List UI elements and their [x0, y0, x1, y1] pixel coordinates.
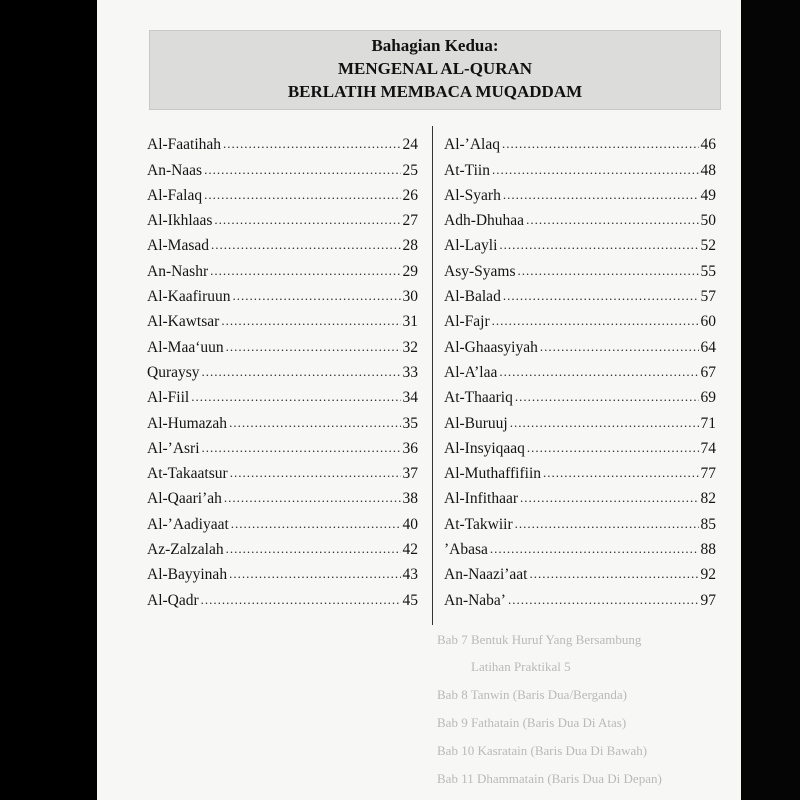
toc-entry-name: Al-Ikhlaas — [147, 212, 213, 230]
toc-entry — [147, 458, 418, 483]
toc-entry-name: Al-Faatihah — [147, 136, 222, 154]
toc-entry-name: Al-Insyiqaaq — [444, 439, 525, 457]
section-label: Bahagian Kedua: — [371, 36, 499, 55]
toc-entry — [444, 433, 716, 458]
toc-leader-dots — [503, 288, 699, 304]
toc-entry-page: 27 — [402, 212, 418, 230]
bleed-text: Bab 11 Dhammatain (Baris Dua Di Depan) — [437, 771, 662, 786]
toc-entry — [444, 458, 716, 483]
toc-entry-name: Al-Masad — [147, 237, 209, 255]
toc-entry-page: 35 — [402, 414, 418, 432]
toc-entry — [444, 559, 716, 584]
toc-entry-name: An-Naba’ — [444, 591, 506, 609]
toc-leader-dots — [526, 212, 698, 228]
toc-entry-page: 52 — [700, 237, 716, 255]
toc-entry-name: Al-Kawtsar — [147, 313, 220, 331]
toc-entry — [444, 331, 716, 356]
toc-leader-dots — [517, 263, 698, 279]
bleed-text: Bab 7 Bentuk Huruf Yang Bersambung — [437, 632, 642, 647]
toc-entry-page: 42 — [402, 541, 418, 559]
toc-entry-page: 48 — [700, 161, 716, 179]
toc-entry-name: Al-Bayyinah — [147, 566, 228, 584]
toc-entry — [444, 180, 716, 205]
toc-entry-name: ’Abasa — [444, 541, 488, 559]
toc-leader-dots — [499, 237, 698, 253]
toc-entry — [147, 306, 418, 331]
toc-entry — [147, 129, 418, 154]
toc-entry-name: An-Naas — [147, 161, 203, 179]
document-page — [97, 0, 741, 800]
bleed-text: Bab 8 Tanwin (Baris Dua/Berganda) — [437, 687, 627, 702]
toc-entry-name: Al-Fajr — [444, 313, 490, 331]
toc-entry-name: At-Tiin — [444, 161, 490, 179]
toc-leader-dots — [520, 490, 698, 506]
toc-leader-dots — [503, 187, 699, 203]
toc-entry — [444, 483, 716, 508]
toc-entry-name: At-Thaariq — [444, 389, 513, 407]
toc-entry-name: At-Takwiir — [444, 515, 513, 533]
toc-entry-name: Al-Kaafiruun — [147, 288, 231, 306]
toc-entry-name: Al-Qadr — [147, 591, 199, 609]
toc-entry-page: 29 — [402, 262, 418, 280]
toc-leader-dots — [204, 162, 400, 178]
toc-entry-page: 40 — [402, 515, 418, 533]
toc-leader-dots — [201, 592, 401, 608]
toc-entry-page: 71 — [700, 414, 716, 432]
toc-entry-page: 55 — [700, 262, 716, 280]
toc-entry-page: 26 — [402, 186, 418, 204]
toc-entry-name: Al-Falaq — [147, 186, 203, 204]
toc-leader-dots — [540, 339, 699, 355]
toc-entry-page: 85 — [700, 515, 716, 533]
toc-entry-page: 88 — [700, 541, 716, 559]
toc-leader-dots — [230, 465, 401, 481]
toc-entry-page: 64 — [700, 338, 716, 356]
toc-entry-page: 60 — [700, 313, 716, 331]
toc-leader-dots — [499, 364, 698, 380]
toc-entry — [147, 357, 418, 382]
toc-entry-name: Adh-Dhuhaa — [444, 212, 525, 230]
toc-entry-page: 24 — [402, 136, 418, 154]
toc-entry — [444, 129, 716, 154]
toc-entry — [147, 281, 418, 306]
toc-leader-dots — [515, 389, 699, 405]
toc-entry-page: 46 — [700, 136, 716, 154]
section-title: MENGENAL AL-QURAN — [337, 59, 533, 78]
toc-leader-dots — [229, 415, 400, 431]
toc-entry — [444, 281, 716, 306]
toc-entry-page: 30 — [402, 288, 418, 306]
toc-entry-page: 34 — [402, 389, 418, 407]
toc-entry-name: Al-’Aadiyaat — [147, 515, 229, 533]
toc-entry — [147, 559, 418, 584]
toc-entry-name: Asy-Syams — [444, 262, 516, 280]
toc-entry — [147, 483, 418, 508]
toc-entry-name: Al-Fiil — [147, 389, 190, 407]
toc-entry-page: 57 — [700, 288, 716, 306]
toc-leader-dots — [214, 212, 400, 228]
toc-entry-page: 33 — [402, 363, 418, 381]
toc-leader-dots — [204, 187, 400, 203]
toc-entry — [444, 357, 716, 382]
toc-entry-name: An-Nashr — [147, 262, 209, 280]
toc-leader-dots — [211, 237, 401, 253]
toc-leader-dots — [529, 566, 698, 582]
toc-entry — [147, 508, 418, 533]
toc-entry — [147, 584, 418, 609]
toc-entry — [147, 154, 418, 179]
toc-entry — [147, 433, 418, 458]
toc-entry-page: 49 — [700, 186, 716, 204]
toc-leader-dots — [226, 541, 401, 557]
toc-entry — [444, 230, 716, 255]
toc-leader-dots — [233, 288, 401, 304]
toc-entry-name: Al-Infithaar — [444, 490, 519, 508]
toc-entry-name: Al-A’laa — [444, 363, 498, 381]
toc-entry-page: 37 — [402, 465, 418, 483]
toc-entry-name: An-Naazi’aat — [444, 566, 528, 584]
toc-entry-name: Al-Muthaffifiin — [444, 465, 542, 483]
toc-entry — [444, 584, 716, 609]
toc-leader-dots — [226, 339, 401, 355]
bleed-text: Latihan Praktikal 5 — [471, 659, 571, 674]
toc-leader-dots — [515, 516, 699, 532]
toc-leader-dots — [508, 592, 699, 608]
toc-leader-dots — [510, 415, 699, 431]
toc-entry — [147, 230, 418, 255]
toc-leader-dots — [202, 364, 401, 380]
toc-entry-name: Az-Zalzalah — [147, 541, 224, 559]
toc-entry-name: Al-Layli — [444, 237, 498, 255]
toc-leader-dots — [223, 136, 400, 152]
dark-background-edge — [741, 0, 800, 800]
toc-entry — [444, 205, 716, 230]
toc-entry — [147, 255, 418, 280]
toc-entry-page: 67 — [700, 363, 716, 381]
toc-leader-dots — [224, 490, 401, 506]
toc-leader-dots — [492, 313, 699, 329]
toc-entry-page: 69 — [700, 389, 716, 407]
toc-entry — [147, 205, 418, 230]
toc-entry — [444, 534, 716, 559]
toc-entry-page: 92 — [700, 566, 716, 584]
toc-entry-page: 77 — [700, 465, 716, 483]
toc-leader-dots — [527, 440, 699, 456]
toc-entry-name: Al-Qaari’ah — [147, 490, 222, 508]
toc-leader-dots — [502, 136, 699, 152]
toc-entry — [147, 180, 418, 205]
toc-leader-dots — [210, 263, 400, 279]
toc-entry-name: Al-Ghaasyiyah — [444, 338, 538, 356]
toc-entry-name: Al-Syarh — [444, 186, 501, 204]
toc-entry — [444, 508, 716, 533]
toc-leader-dots — [191, 389, 400, 405]
toc-leader-dots — [490, 541, 699, 557]
toc-entry — [147, 382, 418, 407]
toc-column-left — [147, 129, 418, 610]
toc-leader-dots — [492, 162, 699, 178]
column-divider — [432, 126, 433, 625]
toc-entry-page: 74 — [700, 439, 716, 457]
bleed-text: Bab 10 Kasratain (Baris Dua Di Bawah) — [437, 743, 648, 758]
toc-entry-name: Al-Humazah — [147, 414, 228, 432]
bleed-text: Bab 9 Fathatain (Baris Dua Di Atas) — [437, 715, 627, 730]
section-subtitle: BERLATIH MEMBACA MUQADDAM — [287, 82, 583, 101]
toc-entry — [444, 306, 716, 331]
toc-entry-page: 50 — [700, 212, 716, 230]
toc-entry — [147, 534, 418, 559]
toc-entry-page: 45 — [402, 591, 418, 609]
toc-entry-name: Al-’Alaq — [444, 136, 500, 154]
toc-entry — [444, 382, 716, 407]
toc-column-right — [444, 129, 716, 610]
toc-leader-dots — [543, 465, 698, 481]
toc-entry-page: 36 — [402, 439, 418, 457]
toc-entry-name: Al-Buruuj — [444, 414, 508, 432]
toc-entry-name: Al-Balad — [444, 288, 501, 306]
toc-leader-dots — [229, 566, 400, 582]
toc-entry-page: 28 — [402, 237, 418, 255]
section-header — [149, 30, 721, 110]
toc-entry-name: Al-’Asri — [147, 439, 200, 457]
toc-entry-page: 32 — [402, 338, 418, 356]
toc-leader-dots — [221, 313, 400, 329]
toc-leader-dots — [231, 516, 401, 532]
toc-entry-page: 31 — [402, 313, 418, 331]
toc-entry — [147, 331, 418, 356]
toc-entry-page: 43 — [402, 566, 418, 584]
toc-entry-name: At-Takaatsur — [147, 465, 228, 483]
toc-entry — [444, 407, 716, 432]
toc-entry — [444, 154, 716, 179]
toc-entry-page: 38 — [402, 490, 418, 508]
toc-entry-page: 97 — [700, 591, 716, 609]
toc-entry-page: 25 — [402, 161, 418, 179]
toc-entry-name: Al-Maa‘uun — [147, 338, 224, 356]
toc-entry — [147, 407, 418, 432]
toc-entry-page: 82 — [700, 490, 716, 508]
toc-leader-dots — [202, 440, 401, 456]
toc-entry — [444, 255, 716, 280]
toc-entry-name: Quraysy — [147, 363, 200, 381]
